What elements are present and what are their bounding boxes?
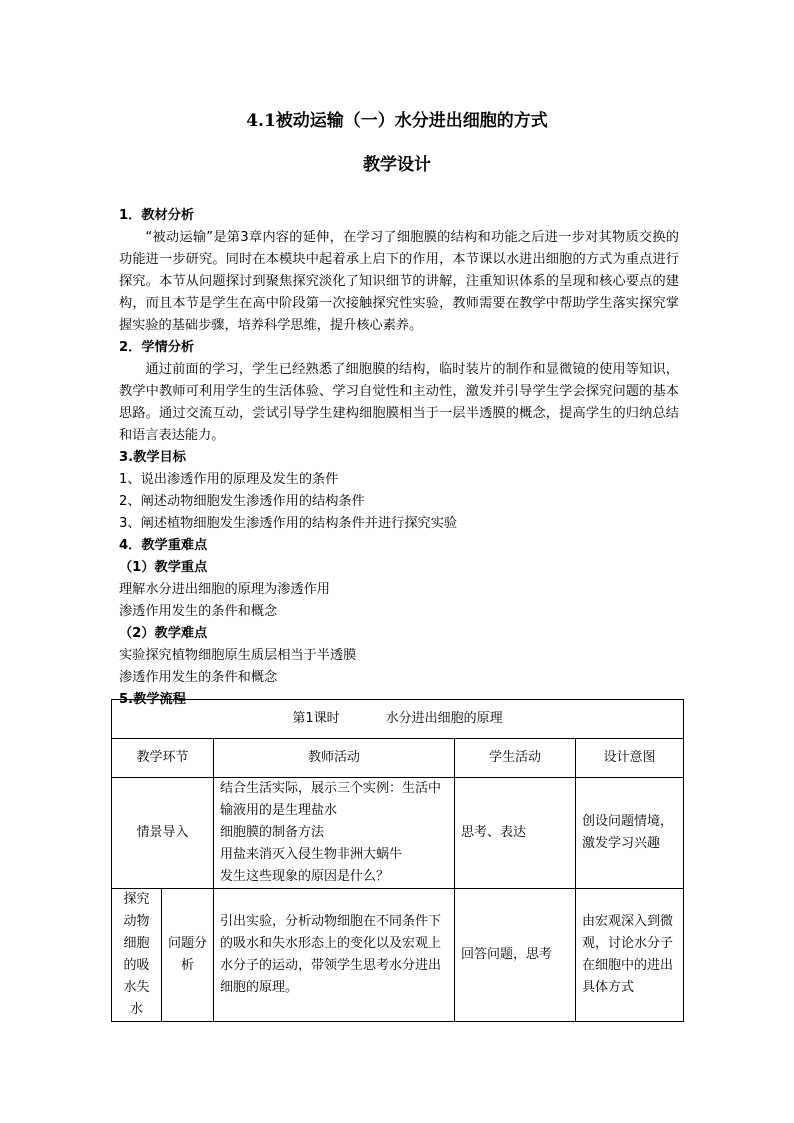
lesson-cell — [112, 700, 684, 739]
objective-item: 2、阐述动物细胞发生渗透作用的结构条件 — [119, 494, 365, 509]
header-cell-stage: 教学环节 — [112, 739, 214, 778]
lesson-number: 第1课时 — [292, 711, 340, 726]
teacher-activity-line: 结合生活实际，展示三个实例：生活中输液用的是生理盐水 — [220, 781, 442, 818]
section-heading-objectives: 3.教学目标 — [119, 450, 186, 465]
teacher-activity-line: 用盐来消灭入侵生物非洲大蜗牛 — [220, 847, 403, 862]
stage-cell: 情景导入 — [112, 778, 214, 889]
header-cell-intent: 设计意图 — [576, 739, 684, 778]
section-paragraph-textbook-analysis: “被动运输”是第3章内容的延伸，在学习了细胞膜的结构和功能之后进一步对其物质交换的功能进一步研究。同时在本模块中起着承上启下的作用，本节课以水进出细胞的方式为重点进行探究。本节从问题探讨到聚焦探究淡化了知识细节的讲解，注重知识体系的呈现和核心要点的建构，而且本节是学生在高中阶段第一次接触探究性实验，教师需要在教学中帮助学生落实探究掌握实验的基础步骤，培养科学思维，提升核心素养。 — [119, 230, 679, 333]
teacher-activity-line: 发生这些现象的原因是什么？ — [220, 869, 390, 884]
section-heading-textbook-analysis: 1．教材分析 — [119, 208, 195, 223]
design-intent-cell: 创设问题情境，激发学习兴趣 — [576, 778, 684, 889]
table-row — [112, 778, 684, 889]
teaching-flow-table — [111, 699, 684, 1022]
student-activity-cell: 回答问题，思考 — [455, 889, 576, 1022]
document-subtitle: 教学设计 — [363, 155, 431, 175]
header-cell-student: 学生活动 — [455, 739, 576, 778]
section-heading-teaching-flow: 5.教学流程 — [119, 692, 186, 707]
table-header-row — [112, 739, 684, 778]
objective-item: 1、说出渗透作用的原理及发生的条件 — [119, 472, 339, 487]
teacher-activity-cell: 引出实验，分析动物细胞在不同条件下的吸水和失水形态上的变化以及宏观上水分子的运动，带领学生思考水分进出细胞的原理。 — [214, 889, 455, 1022]
section-heading-key-difficult: 4．教学重难点 — [119, 538, 208, 553]
key-point-item: 理解水分进出细胞的原理为渗透作用 — [119, 582, 330, 597]
table-row — [112, 889, 684, 1022]
subheading-key-points: （1）教学重点 — [119, 560, 208, 575]
table-row-lesson — [112, 700, 684, 739]
key-point-item: 渗透作用发生的条件和概念 — [119, 604, 278, 619]
student-activity-cell: 思考、表达 — [455, 778, 576, 889]
difficult-point-item: 渗透作用发生的条件和概念 — [119, 670, 278, 685]
subheading-difficult-points: （2）教学难点 — [119, 626, 208, 641]
header-cell-teacher: 教师活动 — [214, 739, 455, 778]
difficult-point-item: 实验探究植物细胞原生质层相当于半透膜 — [119, 648, 357, 663]
teacher-activity-line: 细胞膜的制备方法 — [220, 825, 325, 840]
substage-cell: 问题分析 — [162, 889, 214, 1022]
design-intent-cell: 由宏观深入到微观，讨论水分子在细胞中的进出具体方式 — [576, 889, 684, 1022]
lesson-title: 水分进出细胞的原理 — [385, 711, 503, 726]
stage-cell: 探究动物细胞的吸水失水 — [112, 889, 162, 1022]
section-heading-student-analysis: 2．学情分析 — [119, 340, 195, 355]
document-title: 4.1被动运输（一）水分进出细胞的方式 — [246, 111, 548, 131]
objective-item: 3、阐述植物细胞发生渗透作用的结构条件并进行探究实验 — [119, 516, 458, 531]
section-paragraph-student-analysis: 通过前面的学习，学生已经熟悉了细胞膜的结构，临时装片的制作和显微镜的使用等知识，教学中教师可利用学生的生活体验、学习自觉性和主动性，激发并引导学生学会探究问题的基本思路。通过交流互动，尝试引导学生建构细胞膜相当于一层半透膜的概念，提高学生的归纳总结和语言表达能力。 — [119, 362, 679, 443]
teacher-activity-cell — [214, 778, 455, 889]
document-body — [119, 205, 679, 711]
